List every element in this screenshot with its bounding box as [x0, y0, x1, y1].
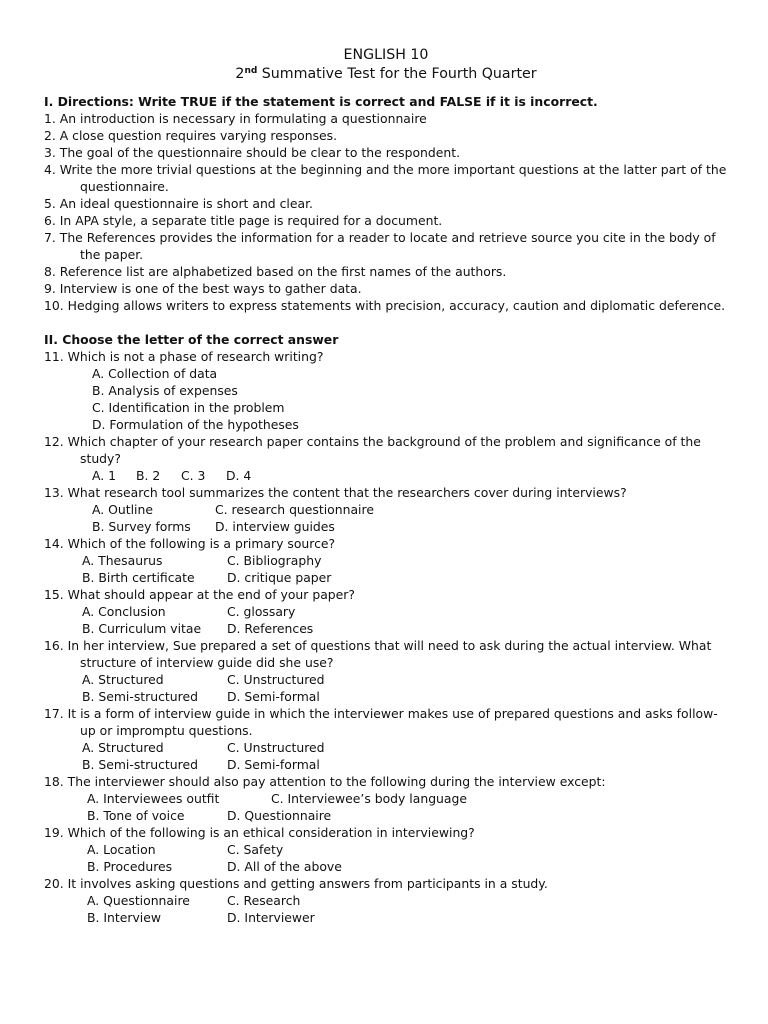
choice-row [44, 688, 728, 705]
true-false-item: 4. Write the more trivial questions at the beginning and the more important questions at the latter part of the questionnaire. [44, 162, 727, 194]
choice-row [44, 909, 728, 926]
choice-row [44, 365, 728, 382]
answer-choice: A. Thesaurus [82, 553, 163, 568]
answer-choice: C. Safety [227, 842, 284, 857]
answer-choice: C. Unstructured [227, 740, 325, 755]
answer-choice: B. Semi-structured [82, 757, 198, 772]
question-text: 13. What research tool summarizes the content that the researchers cover during interviews? [44, 485, 627, 500]
choice-row [44, 807, 728, 824]
title-subject: ENGLISH 10 [343, 47, 429, 63]
answer-choice: D. All of the above [227, 859, 342, 874]
choice-row [44, 620, 728, 637]
answer-choice: A. Interviewees outfit [87, 791, 220, 806]
answer-choice: A. Questionnaire [87, 893, 190, 908]
answer-choice: C. research questionnaire [215, 502, 374, 517]
choice-row [44, 790, 728, 807]
choice-row [44, 518, 728, 535]
answer-choice: D. Semi-formal [227, 757, 320, 772]
answer-choice: C. Bibliography [227, 553, 322, 568]
question-text: 18. The interviewer should also pay attention to the following during the interview except: [44, 774, 606, 789]
answer-choice: A. Outline [92, 502, 153, 517]
answer-choice: C. Identification in the problem [92, 400, 285, 415]
answer-choice: C. Interviewee’s body language [271, 791, 467, 806]
question-text: 16. In her interview, Sue prepared a set of questions that will need to ask during the actual interview. What structure of interview guide did she use? [44, 638, 712, 670]
part2-header: II. Choose the letter of the correct answer [44, 332, 339, 347]
answer-choice: C. glossary [227, 604, 296, 619]
answer-choice: B. Semi-structured [82, 689, 198, 704]
title-ordinal: 2 [235, 66, 245, 82]
choice-row [44, 416, 728, 433]
true-false-item: 10. Hedging allows writers to express statements with precision, accuracy, caution and diplomatic deference. [44, 298, 726, 313]
answer-choice: C. Research [227, 893, 301, 908]
answer-choice: A. Collection of data [92, 366, 218, 381]
answer-choice: D. critique paper [227, 570, 332, 585]
part2-items [44, 348, 728, 926]
choice-row [44, 501, 728, 518]
answer-choice: C. Unstructured [227, 672, 325, 687]
answer-choice: D. interview guides [215, 519, 335, 534]
title-ordinal-suffix: nd [244, 66, 258, 76]
true-false-item: 6. In APA style, a separate title page is required for a document. [44, 213, 443, 228]
answer-choice: B. Curriculum vitae [82, 621, 202, 636]
answer-choice: C. 3 [181, 468, 206, 483]
true-false-item: 7. The References provides the information for a reader to locate and retrieve source you cite in the body of the paper. [44, 230, 716, 262]
answer-choice: D. Semi-formal [227, 689, 320, 704]
answer-choice: D. 4 [226, 468, 252, 483]
true-false-item: 5. An ideal questionnaire is short and clear. [44, 196, 313, 211]
title-rest: Summative Test for the Fourth Quarter [257, 66, 537, 82]
question-text: 17. It is a form of interview guide in which the interviewer makes use of prepared questions and asks follow-up or impromptu questions. [44, 706, 718, 738]
true-false-item: 8. Reference list are alphabetized based on the first names of the authors. [44, 264, 507, 279]
true-false-item: 1. An introduction is necessary in formulating a questionnaire [44, 111, 427, 126]
answer-choice: D. Interviewer [227, 910, 315, 925]
question-text: 19. Which of the following is an ethical consideration in interviewing? [44, 825, 475, 840]
choice-row [44, 552, 728, 569]
question-text: 15. What should appear at the end of your paper? [44, 587, 355, 602]
choice-row [44, 892, 728, 909]
answer-choice: B. Tone of voice [87, 808, 185, 823]
choice-row [44, 467, 728, 484]
choice-row [44, 603, 728, 620]
answer-choice: B. Birth certificate [82, 570, 195, 585]
answer-choice: D. Questionnaire [227, 808, 332, 823]
answer-choice: A. Location [87, 842, 156, 857]
part1-header: I. Directions: Write TRUE if the statement is correct and FALSE if it is incorrect. [44, 94, 598, 109]
answer-choice: B. Analysis of expenses [92, 383, 238, 398]
answer-choice: A. Structured [82, 672, 164, 687]
answer-choice: B. Survey forms [92, 519, 191, 534]
answer-choice: D. References [227, 621, 314, 636]
choice-row [44, 569, 728, 586]
answer-choice: D. Formulation of the hypotheses [92, 417, 299, 432]
choice-row [44, 671, 728, 688]
true-false-item: 9. Interview is one of the best ways to gather data. [44, 281, 362, 296]
part1-items [44, 110, 728, 314]
choice-row [44, 739, 728, 756]
answer-choice: B. Procedures [87, 859, 173, 874]
title-test [44, 65, 728, 84]
choice-row [44, 399, 728, 416]
choice-row [44, 756, 728, 773]
answer-choice: B. 2 [136, 468, 161, 483]
choice-row [44, 382, 728, 399]
answer-choice: B. Interview [87, 910, 161, 925]
choice-row [44, 841, 728, 858]
answer-choice: A. 1 [92, 468, 117, 483]
question-text: 11. Which is not a phase of research writing? [44, 349, 324, 364]
question-text: 12. Which chapter of your research paper contains the background of the problem and significance of the study? [44, 434, 701, 466]
question-text: 14. Which of the following is a primary source? [44, 536, 336, 551]
answer-choice: A. Conclusion [82, 604, 166, 619]
document-title [44, 46, 728, 84]
true-false-item: 3. The goal of the questionnaire should be clear to the respondent. [44, 145, 461, 160]
question-text: 20. It involves asking questions and getting answers from participants in a study. [44, 876, 548, 891]
true-false-item: 2. A close question requires varying responses. [44, 128, 338, 143]
answer-choice: A. Structured [82, 740, 164, 755]
choice-row [44, 858, 728, 875]
